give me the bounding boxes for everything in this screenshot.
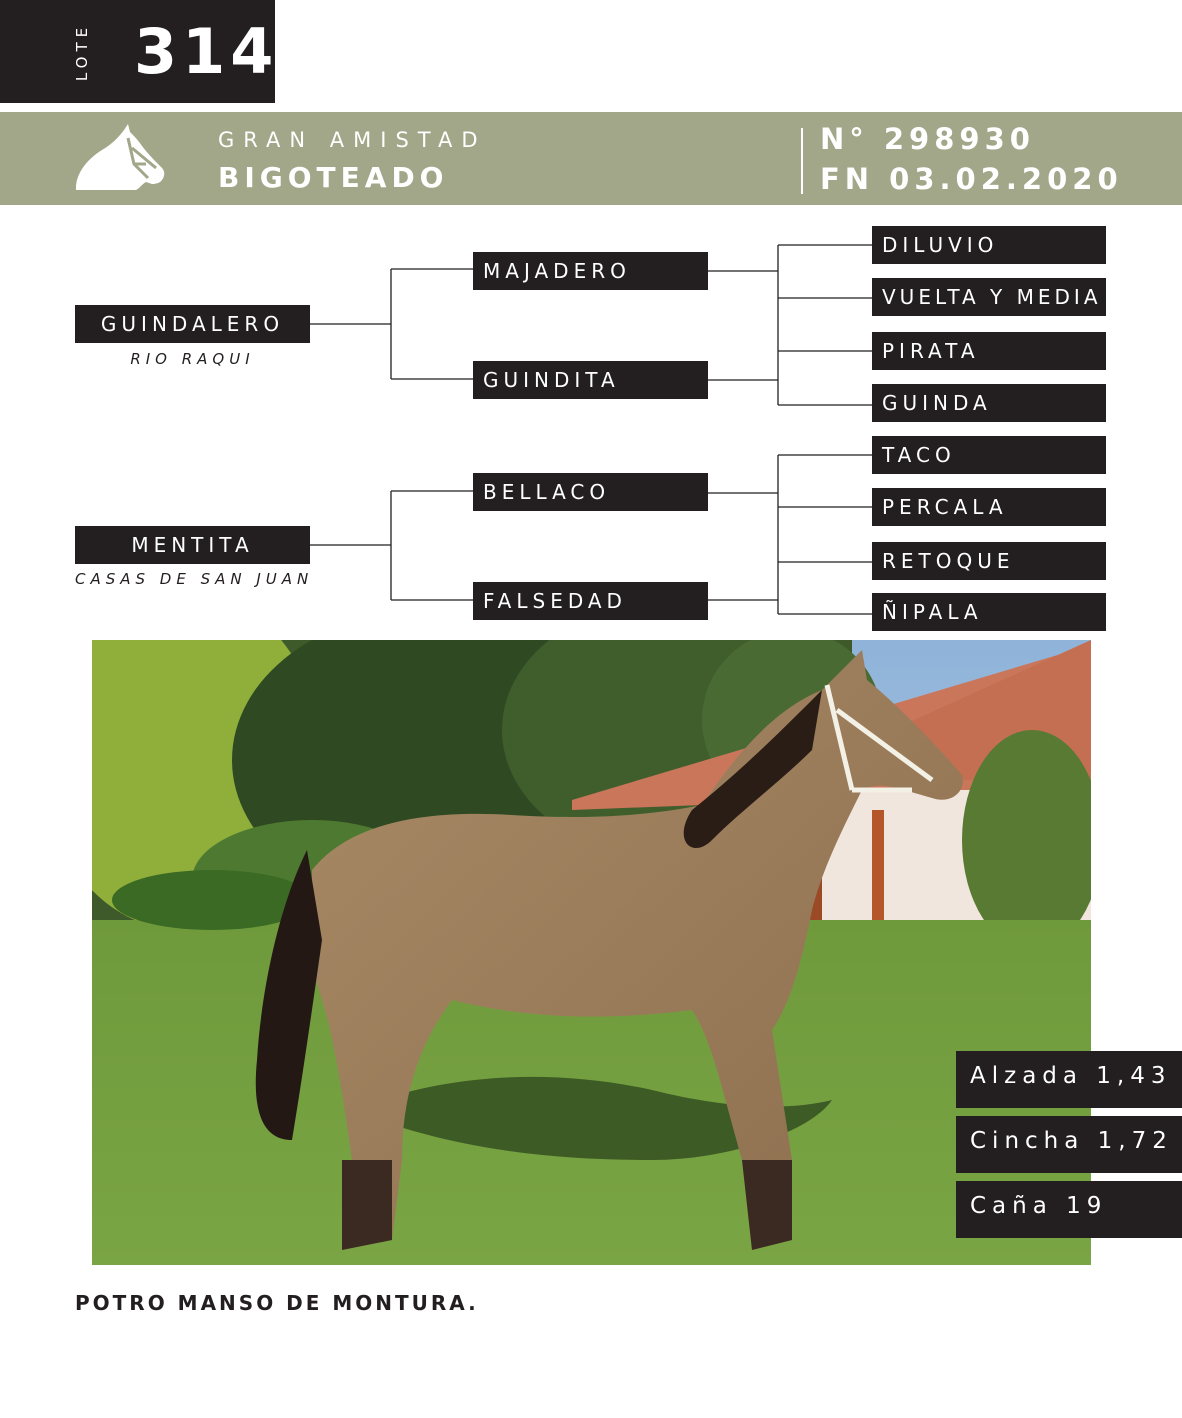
horse-photo bbox=[92, 640, 1091, 1265]
grandparent-box: FALSEDAD bbox=[473, 582, 708, 620]
dam-breeder: CASAS DE SAN JUAN bbox=[75, 570, 314, 588]
great-grandparent-box: VUELTA Y MEDIA bbox=[872, 278, 1106, 316]
great-grandparent-box: ÑIPALA bbox=[872, 593, 1106, 631]
great-grandparent-box: PIRATA bbox=[872, 332, 1106, 370]
grandparent-box: MAJADERO bbox=[473, 252, 708, 290]
measure-alzada: Alzada 1,43 bbox=[956, 1051, 1182, 1108]
sire-breeder: RIO RAQUI bbox=[130, 350, 255, 368]
great-grandparent-box: GUINDA bbox=[872, 384, 1106, 422]
remark-text: POTRO MANSO DE MONTURA. bbox=[75, 1291, 479, 1315]
registration-number: N° 298930 bbox=[820, 122, 1035, 156]
lot-number: 314 bbox=[134, 15, 279, 88]
breeder-name: GRAN AMISTAD bbox=[218, 128, 487, 152]
sire-box: GUINDALERO bbox=[75, 305, 310, 343]
great-grandparent-box: RETOQUE bbox=[872, 542, 1106, 580]
dam-box: MENTITA bbox=[75, 526, 310, 564]
great-grandparent-box: DILUVIO bbox=[872, 226, 1106, 264]
great-grandparent-box: PERCALA bbox=[872, 488, 1106, 526]
lot-label: LOTE bbox=[73, 22, 91, 82]
great-grandparent-box: TACO bbox=[872, 436, 1106, 474]
birth-date: FN 03.02.2020 bbox=[820, 162, 1123, 196]
horse-name: BIGOTEADO bbox=[218, 161, 449, 194]
measure-cincha: Cincha 1,72 bbox=[956, 1116, 1182, 1173]
measure-cana: Caña 19 bbox=[956, 1181, 1182, 1238]
grandparent-box: BELLACO bbox=[473, 473, 708, 511]
grandparent-box: GUINDITA bbox=[473, 361, 708, 399]
